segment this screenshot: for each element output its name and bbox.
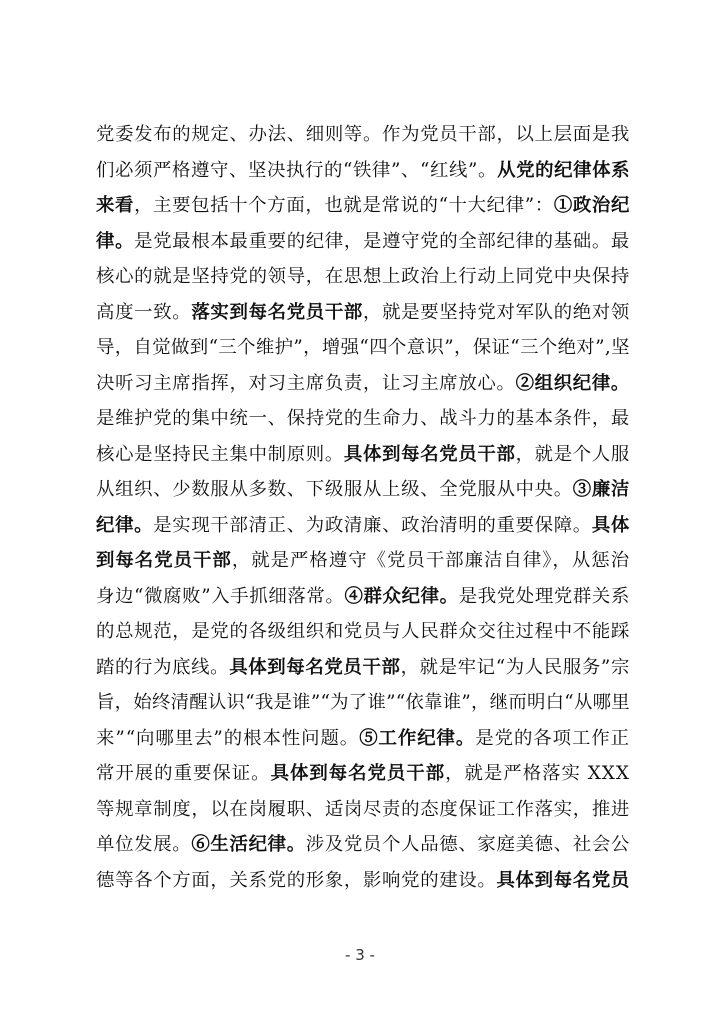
text-line	[96, 366, 630, 402]
text-run: 等规章制度，以在岗履职、适岗尽责的态度保证工作落实，推进	[96, 798, 630, 820]
text-line	[96, 756, 630, 792]
text-run: 涉及党员个人品德、家庭美德、社会公	[305, 834, 630, 855]
text-run: 党委发布的规定、办法、细则等。作为党员干部，以上层面是我	[96, 124, 630, 145]
text-run: 核心是坚持民主集中制原则。	[96, 443, 344, 465]
text-line	[96, 401, 630, 437]
text-line	[96, 827, 630, 863]
text-run: ，就是个人服	[515, 443, 630, 465]
text-run: 是我党处理党群关系	[458, 585, 630, 607]
bold-text-run: 落实到每名党员干部	[191, 301, 363, 323]
text-run: ，就是严格遵守《党员干部廉洁自律》，从惩治	[231, 550, 631, 571]
text-line	[96, 650, 630, 686]
text-run: 是维护党的集中统一、保持党的生命力、战斗力的基本条件，最	[96, 408, 630, 429]
bold-text-run: 具体到每名党员干部	[229, 656, 401, 678]
text-line	[96, 508, 630, 544]
bold-text-run: 从党的纪律体系	[497, 159, 631, 181]
text-line	[96, 543, 630, 579]
text-run: ，就是牢记“为人民服务”宗	[400, 656, 630, 678]
bold-text-run: 到每名党员干部	[96, 550, 232, 571]
bold-text-run: 具体到每名党员	[496, 869, 630, 891]
text-line	[96, 117, 630, 153]
bold-text-run: 律。	[96, 230, 135, 252]
text-run: ，主要包括十个方面，也就是常说的“十大纪律”：	[134, 195, 554, 216]
bold-text-run: ⑤工作纪律。	[359, 727, 476, 749]
text-run: 是党的各项工作正	[475, 727, 630, 749]
text-run: ，就是要坚持党对军队的绝对领	[363, 301, 630, 323]
text-line	[96, 224, 630, 260]
text-run: ，就是严格落实 XXX	[445, 763, 630, 784]
bold-text-run: 具体到每名党员干部	[270, 763, 446, 784]
text-line	[96, 153, 630, 189]
text-line	[96, 188, 630, 224]
text-run: 德等各个方面，关系党的形象，影响党的建设。	[96, 869, 497, 891]
text-line	[96, 437, 630, 473]
text-run: 常开展的重要保证。	[96, 763, 271, 784]
text-line	[96, 259, 630, 295]
text-run: 导，自觉做到“三个维护”，增强“四个意识”，保证“三个绝对”,坚	[96, 337, 630, 358]
text-run: 身边“微腐败”入手抓细落常。	[96, 585, 345, 607]
text-line	[96, 721, 630, 757]
bold-text-run: 纪律。	[96, 514, 154, 536]
text-line	[96, 792, 630, 828]
bold-text-run: ⑥生活纪律。	[191, 834, 306, 855]
text-run: 的总规范，是党的各级组织和党员与人民群众交往过程中不能踩	[96, 621, 630, 642]
text-line	[96, 685, 630, 721]
text-run: 决听习主席指挥，对习主席负责，让习主席放心。	[96, 372, 516, 394]
text-line	[96, 579, 630, 615]
text-line	[96, 330, 630, 366]
text-run: 踏的行为底线。	[96, 656, 230, 678]
bold-text-run: ②组织纪律。	[515, 372, 630, 394]
bold-text-run: 来看	[96, 195, 135, 216]
text-run: 单位发展。	[96, 834, 192, 855]
text-line	[96, 472, 630, 508]
text-line	[96, 863, 630, 899]
text-run: 核心的就是坚持党的领导，在思想上政治上行动上同党中央保持	[96, 266, 630, 287]
text-run: 从组织、少数服从多数、下级服从上级、全党服从中央。	[96, 479, 573, 500]
bold-text-run: ①政治纪	[553, 195, 630, 216]
text-line	[96, 614, 630, 650]
text-run: 高度一致。	[96, 301, 192, 323]
text-run: 来”“向哪里去”的根本性问题。	[96, 727, 360, 749]
text-run: 是实现干部清正、为政清廉、政治清明的重要保障。	[153, 514, 592, 536]
bold-text-run: ③廉洁	[572, 479, 630, 500]
text-run: 是党最根本最重要的纪律，是遵守党的全部纪律的基础。最	[134, 230, 630, 252]
bold-text-run: ④群众纪律。	[344, 585, 459, 607]
text-run: 旨，始终清醒认识“我是谁”“为了谁”“依靠谁”，继而明白“从哪里	[96, 692, 630, 713]
bold-text-run: 具体	[591, 514, 630, 536]
page-number: - 3 -	[345, 946, 375, 964]
text-line	[96, 295, 630, 331]
bold-text-run: 具体到每名党员干部	[343, 443, 516, 465]
text-run: 们必须严格遵守、坚决执行的“铁律”、“红线”。	[96, 159, 498, 181]
body-paragraph	[96, 117, 630, 898]
